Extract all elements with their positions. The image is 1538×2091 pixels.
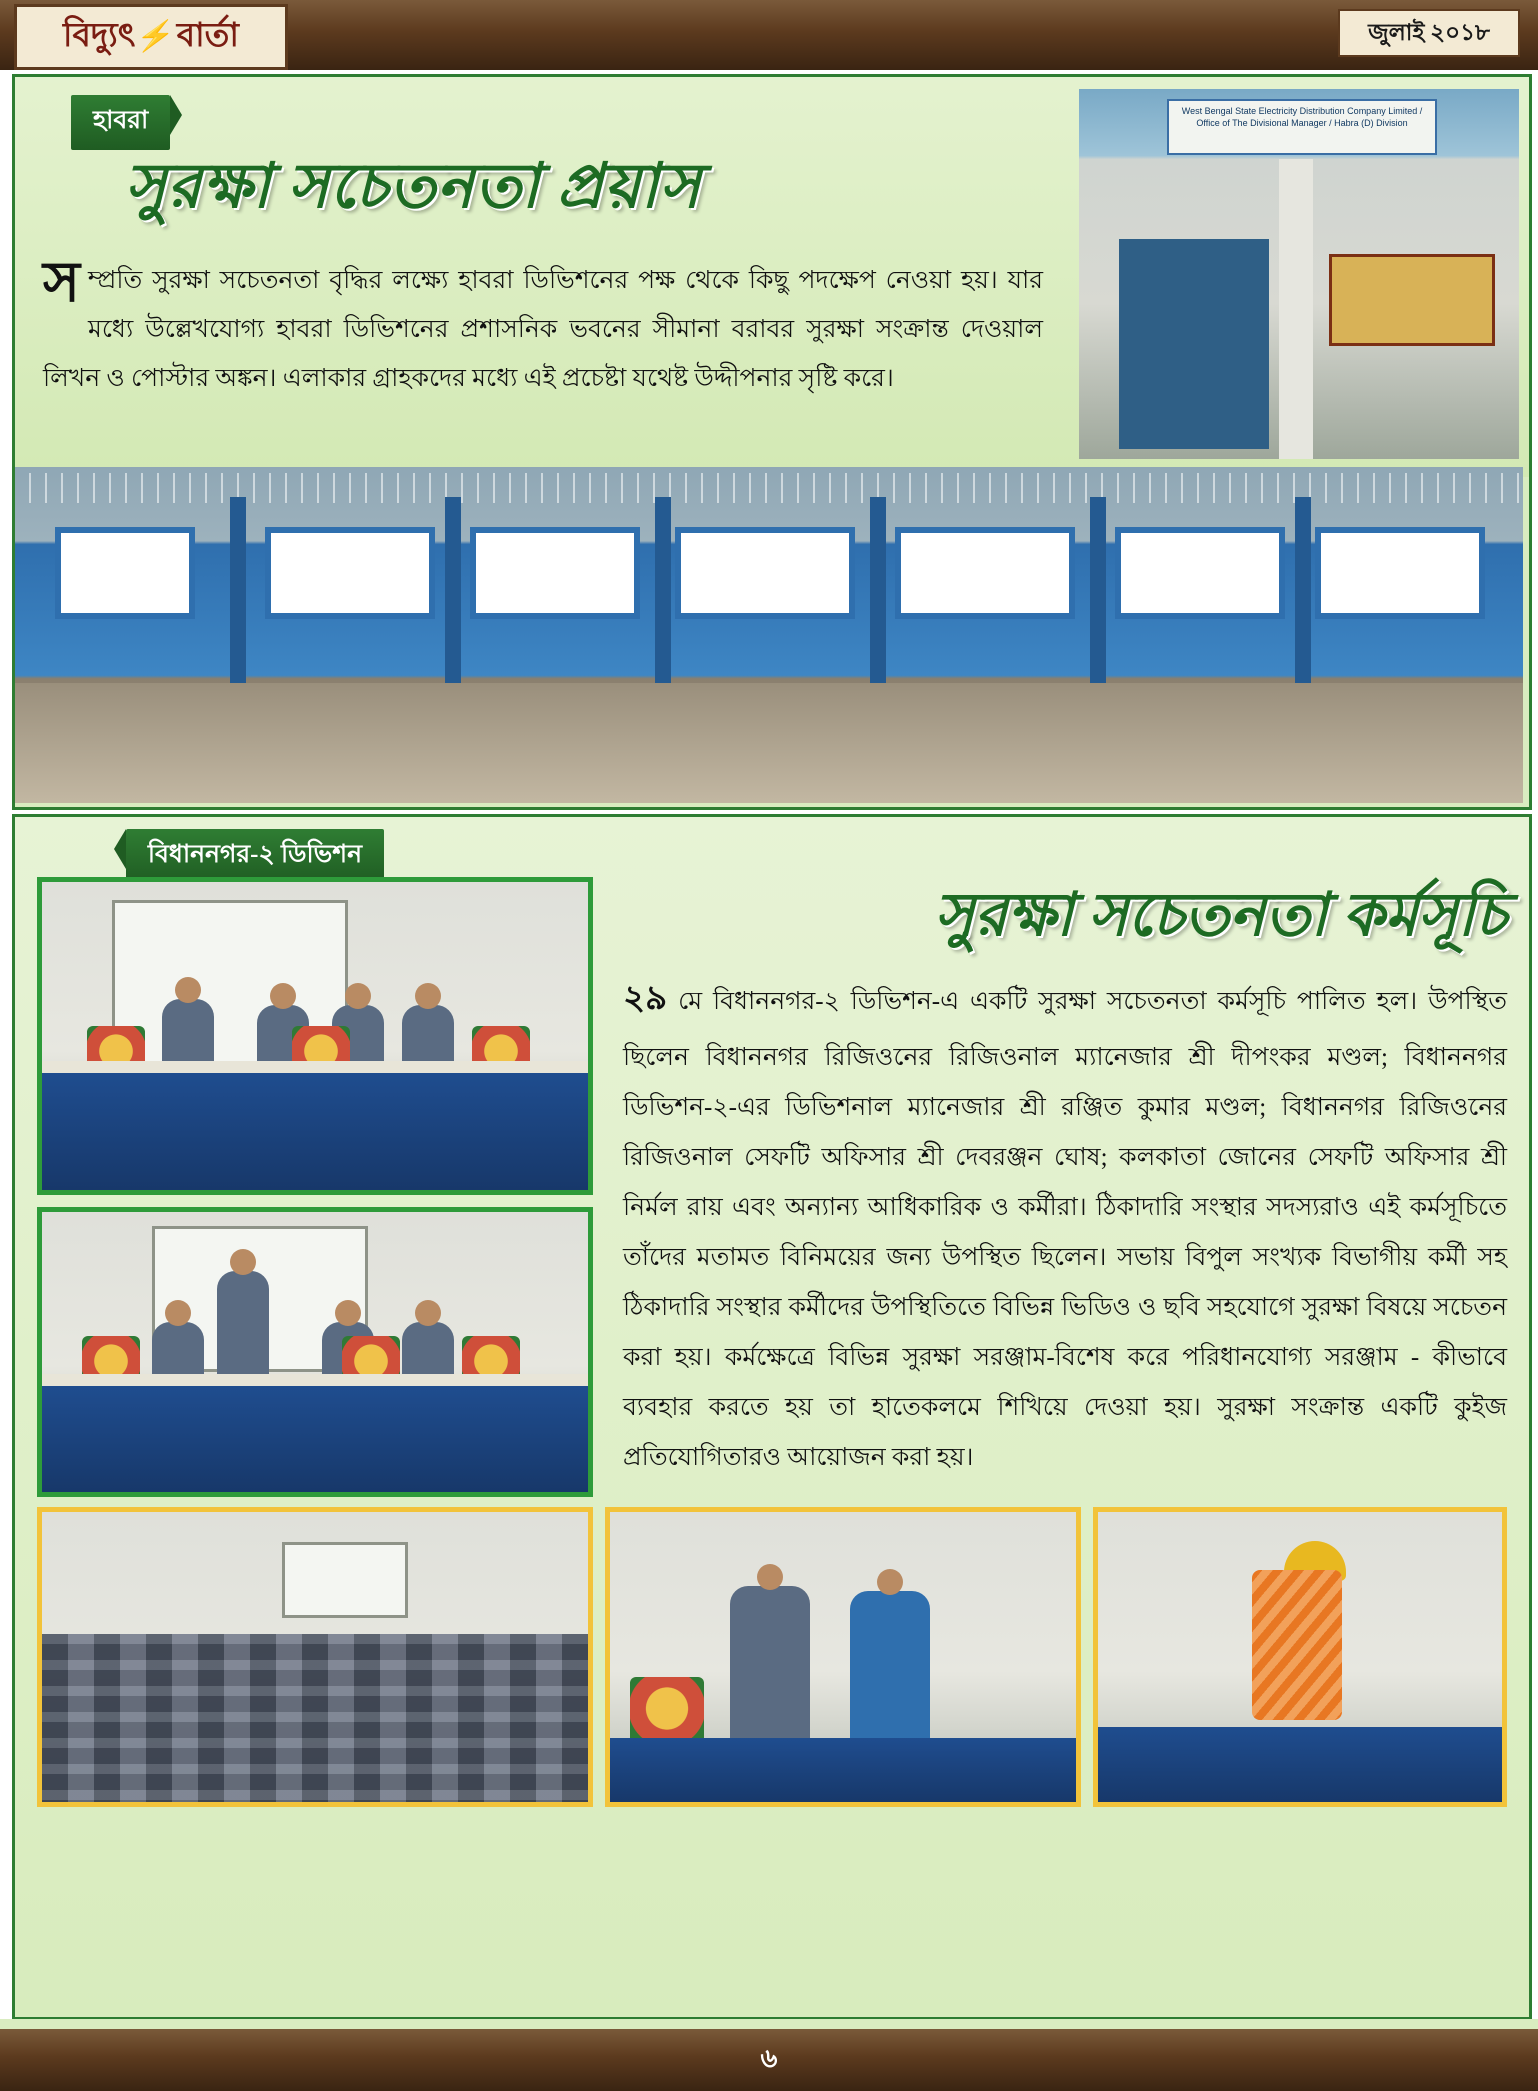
dropcap-letter: স: [43, 252, 80, 314]
article-habra-body-text: ম্প্রতি সুরক্ষা সচেতনতা বৃদ্ধির লক্ষ্যে হাবরা ডিভিশনের পক্ষ থেকে কিছু পদক্ষেপ নেওয়া হয়। যার মধ্যে উল্লেখযোগ্য হাবরা ডিভিশনের প্রশাসনিক ভবনের সীমানা বরাবর সুরক্ষা সংক্রান্ত দেওয়াল লিখন ও পোস্টার অঙ্কন। এলাকার গ্রাহকদের মধ্যে এই প্রচেষ্টা যথেষ্ট উদ্দীপনার সৃষ্টি করে।: [43, 267, 1043, 392]
section-tag-habra: হাবরা: [71, 95, 170, 150]
dais-speaker-photo: [37, 877, 593, 1195]
logo-text: [63, 9, 239, 65]
wall-board: [1115, 527, 1285, 619]
wall-board: [675, 527, 855, 619]
logo-text-left: বিদ্যুৎ: [63, 18, 136, 54]
footer-strip: [0, 2019, 1538, 2029]
safety-harness-demo-photo: [1093, 1507, 1507, 1807]
table-cloth-shape: [1098, 1727, 1502, 1802]
article-bidhannagar-body-text: মে বিধাননগর-২ ডিভিশন-এ একটি সুরক্ষা সচেতনতা কর্মসূচি পালিত হল। উপস্থিত ছিলেন বিধাননগর রিজিওনের রিজিওনাল ম্যানেজার শ্রী দীপংকর মণ্ডল; বিধাননগর ডিভিশন-২-এর ডিভিশনাল ম্যানেজার শ্রী রঞ্জিত কুমার মণ্ডল; বিধাননগর রিজিওনের রিজিওনাল সেফটি অফিসার শ্রী দেবরঞ্জন ঘোষ; কলকাতা জোনের সেফটি অফিসার শ্রী নির্মল রায় এবং অন্যান্য আধিকারিক ও কর্মীরা। ঠিকাদারি সংস্থার সদস্যরাও এই কর্মসূচিতে তাঁদের মতামত বিনিময়ের জন্য উপস্থিত ছিলেন। সভায় বিপুল সংখ্যক বিভাগীয় কর্মী সহ ঠিকাদারি সংস্থার কর্মীদের উপস্থিতিতে বিভিন্ন ভিডিও ও ছবি সহযোগে সুরক্ষা বিষয়ে সচেতন করা হয়। কর্মক্ষেত্রে বিভিন্ন সুরক্ষা সরঞ্জাম-বিশেষ করে পরিধানযোগ্য সরঞ্জাম - কীভাবে ব্যবহার করতে হয় তা হাতেকলমে শিখিয়ে দেওয়া হয়। সুরক্ষা সংক্রান্ত একটি কুইজ প্রতিযোগিতারও আয়োজন করা হয়।: [623, 988, 1507, 1471]
pillar-shape: [1279, 159, 1313, 459]
wall-panel-divider: [230, 497, 246, 697]
issue-date-text: জুলাই ২০১৮: [1368, 19, 1490, 45]
wall-board: [1315, 527, 1485, 619]
wall-panel-divider: [1090, 497, 1106, 697]
lightning-bolt-icon: ⚡: [134, 20, 178, 53]
footer-bar: [0, 2029, 1538, 2091]
table-cloth-shape: [42, 1386, 588, 1492]
safety-harness-shape: [1252, 1570, 1342, 1720]
boundary-wall-posters-photo: [15, 467, 1523, 803]
wall-board: [470, 527, 640, 619]
wall-board: [265, 527, 435, 619]
wall-board: [895, 527, 1075, 619]
audience-hall-photo: [37, 1507, 593, 1807]
wall-panel-divider: [1295, 497, 1311, 697]
wall-panel-divider: [445, 497, 461, 697]
article-bidhannagar-headline: সুরক্ষা সচেতনতা কর্মসূচি: [934, 882, 1507, 948]
article-habra: [12, 74, 1532, 810]
magazine-logo: [14, 4, 288, 70]
wall-panel-divider: [655, 497, 671, 697]
wall-panel-divider: [870, 497, 886, 697]
article-bidhannagar-tag-wrap: [126, 829, 384, 884]
person-shape: [730, 1586, 810, 1756]
article-habra-headline: সুরক্ষা সচেতনতা প্রয়াস: [125, 153, 702, 221]
ground-shape: [15, 683, 1523, 803]
projector-screen-shape: [282, 1542, 408, 1618]
page-number: ৬: [760, 2044, 778, 2073]
door-shape: [1119, 239, 1269, 449]
section-tag-bidhannagar: বিধাননগর-২ ডিভিশন: [126, 829, 384, 884]
wall-poster-shape: [1329, 254, 1495, 346]
lead-number: ২৯: [623, 980, 668, 1017]
article-bidhannagar: [12, 814, 1532, 2020]
logo-text-right: বার্তা: [176, 18, 239, 54]
wall-board: [55, 527, 195, 619]
table-cloth-shape: [610, 1738, 1076, 1802]
person-shape: [217, 1271, 269, 1391]
person-shape: [850, 1591, 930, 1756]
masthead-bar: [0, 0, 1538, 70]
prize-handover-photo: [605, 1507, 1081, 1807]
speaker-standing-photo: [37, 1207, 593, 1497]
table-cloth-shape: [42, 1073, 588, 1190]
audience-rows-shape: [42, 1634, 588, 1802]
office-signboard: West Bengal State Electricity Distribution Company Limited / Office of The Divisional Manager / Habra (D) Division: [1167, 99, 1437, 155]
issue-date-badge: [1338, 9, 1520, 57]
office-building-photo: [1079, 89, 1519, 459]
article-habra-body: [43, 252, 1043, 403]
article-bidhannagar-body: [623, 965, 1507, 1483]
